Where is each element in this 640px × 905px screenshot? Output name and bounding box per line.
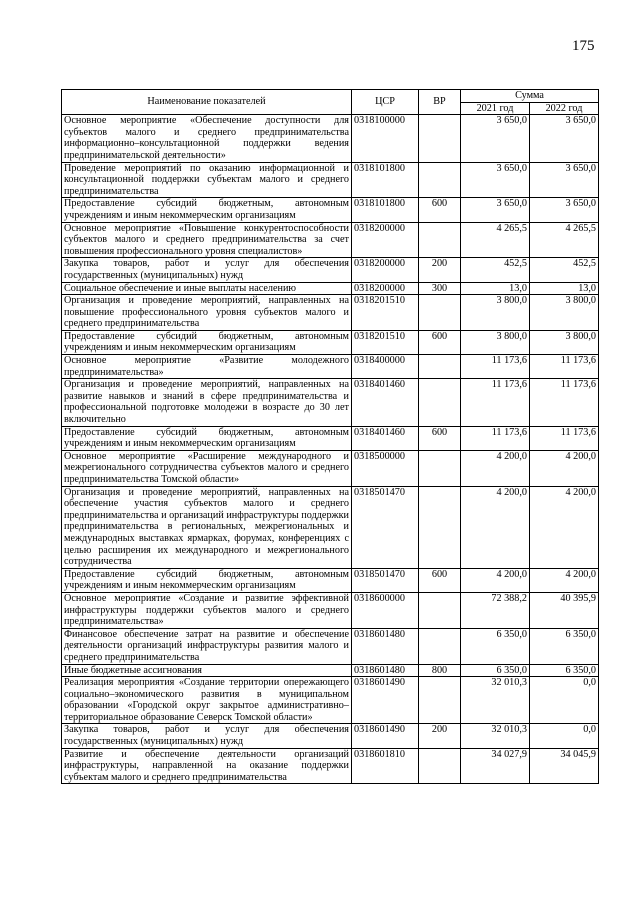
header-name: Наименование показателей <box>62 90 352 115</box>
row-name-cell: Предоставление субсидий бюджетным, автономным учреждениям и иным некоммерческим организациям <box>62 426 352 450</box>
row-csr-cell: 0318400000 <box>352 355 419 379</box>
row-2021-cell: 3 650,0 <box>461 162 530 198</box>
row-csr-cell: 0318600000 <box>352 592 419 628</box>
row-2021-cell: 32 010,3 <box>461 677 530 724</box>
row-name-cell: Реализация мероприятия «Создание территории опережающего социально–экономического развития в муниципальном образовании «Городской округ закрытое административно–территориальное образование Северск Томской области» <box>62 677 352 724</box>
row-name-cell: Предоставление субсидий бюджетным, автономным учреждениям и иным некоммерческим организациям <box>62 198 352 222</box>
row-2022-cell: 3 650,0 <box>530 198 599 222</box>
row-name-cell: Организация и проведение мероприятий, направленных на развитие навыков и знаний в сфере предпринимательства и профессиональной подготовке молодежи в возрасте до 30 лет включительно <box>62 379 352 426</box>
row-2022-cell: 3 800,0 <box>530 330 599 354</box>
row-2021-cell: 6 350,0 <box>461 628 530 664</box>
row-vr-cell <box>419 748 461 784</box>
row-2022-cell: 6 350,0 <box>530 664 599 677</box>
row-vr-cell <box>419 486 461 568</box>
budget-table <box>61 89 599 784</box>
row-2022-cell: 13,0 <box>530 282 599 295</box>
row-csr-cell: 0318601480 <box>352 664 419 677</box>
row-2022-cell: 0,0 <box>530 677 599 724</box>
table-row <box>62 222 599 258</box>
row-csr-cell: 0318601490 <box>352 677 419 724</box>
row-csr-cell: 0318501470 <box>352 568 419 592</box>
row-2021-cell: 4 265,5 <box>461 222 530 258</box>
row-vr-cell <box>419 628 461 664</box>
header-year-2021: 2021 год <box>461 102 530 115</box>
row-2022-cell: 4 200,0 <box>530 486 599 568</box>
row-2022-cell: 11 173,6 <box>530 355 599 379</box>
row-csr-cell: 0318101800 <box>352 162 419 198</box>
table-row <box>62 724 599 748</box>
row-2021-cell: 3 800,0 <box>461 295 530 331</box>
table-body <box>62 115 599 784</box>
table-row <box>62 282 599 295</box>
row-csr-cell: 0318501470 <box>352 486 419 568</box>
row-2022-cell: 4 200,0 <box>530 450 599 486</box>
row-2021-cell: 3 650,0 <box>461 115 530 162</box>
table-row <box>62 295 599 331</box>
row-2021-cell: 34 027,9 <box>461 748 530 784</box>
row-2021-cell: 4 200,0 <box>461 450 530 486</box>
row-name-cell: Закупка товаров, работ и услуг для обеспечения государственных (муниципальных) нужд <box>62 724 352 748</box>
row-vr-cell <box>419 162 461 198</box>
table-row <box>62 330 599 354</box>
row-2021-cell: 11 173,6 <box>461 426 530 450</box>
table-row <box>62 258 599 282</box>
row-csr-cell: 0318201510 <box>352 295 419 331</box>
table-row <box>62 664 599 677</box>
table-row <box>62 426 599 450</box>
row-vr-cell: 200 <box>419 258 461 282</box>
row-vr-cell: 600 <box>419 330 461 354</box>
table-header <box>62 90 599 115</box>
header-csr: ЦСР <box>352 90 419 115</box>
row-vr-cell: 200 <box>419 724 461 748</box>
row-2022-cell: 11 173,6 <box>530 379 599 426</box>
row-2021-cell: 4 200,0 <box>461 486 530 568</box>
row-2022-cell: 34 045,9 <box>530 748 599 784</box>
row-name-cell: Предоставление субсидий бюджетным, автономным учреждениям и иным некоммерческим организациям <box>62 568 352 592</box>
row-csr-cell: 0318200000 <box>352 258 419 282</box>
row-name-cell: Развитие и обеспечение деятельности организаций инфраструктуры, направленной на оказание поддержки субъектам малого и среднего предпринимательства <box>62 748 352 784</box>
table-row <box>62 162 599 198</box>
row-name-cell: Финансовое обеспечение затрат на развитие и обеспечение деятельности организаций инфраструктуры развития малого и среднего предпринимательства <box>62 628 352 664</box>
row-vr-cell: 600 <box>419 198 461 222</box>
header-vr: ВР <box>419 90 461 115</box>
row-csr-cell: 0318401460 <box>352 379 419 426</box>
row-vr-cell <box>419 295 461 331</box>
row-name-cell: Проведение мероприятий по оказанию информационной и консультационной поддержки субъектам малого и среднего предпринимательства <box>62 162 352 198</box>
row-name-cell: Основное мероприятие «Создание и развитие эффективной инфраструктуры поддержки субъектов малого и среднего предпринимательства» <box>62 592 352 628</box>
row-2022-cell: 4 200,0 <box>530 568 599 592</box>
row-csr-cell: 0318601810 <box>352 748 419 784</box>
table-row <box>62 568 599 592</box>
row-vr-cell <box>419 379 461 426</box>
table-row <box>62 198 599 222</box>
row-csr-cell: 0318401460 <box>352 426 419 450</box>
row-csr-cell: 0318500000 <box>352 450 419 486</box>
table-row <box>62 379 599 426</box>
row-vr-cell: 300 <box>419 282 461 295</box>
row-2021-cell: 11 173,6 <box>461 355 530 379</box>
row-csr-cell: 0318200000 <box>352 222 419 258</box>
row-csr-cell: 0318601480 <box>352 628 419 664</box>
row-2022-cell: 3 800,0 <box>530 295 599 331</box>
table-row <box>62 355 599 379</box>
header-sum: Сумма <box>461 90 599 103</box>
row-2021-cell: 3 800,0 <box>461 330 530 354</box>
row-name-cell: Организация и проведение мероприятий, направленных на повышение профессионального уровня субъектов малого и среднего предпринимательства <box>62 295 352 331</box>
table-row <box>62 748 599 784</box>
row-2022-cell: 11 173,6 <box>530 426 599 450</box>
table-row <box>62 486 599 568</box>
row-2022-cell: 3 650,0 <box>530 162 599 198</box>
row-name-cell: Основное мероприятие «Обеспечение доступности для субъектов малого и среднего предпринимательства информационно–консультационной поддержки ведения предпринимательской деятельности» <box>62 115 352 162</box>
row-vr-cell <box>419 355 461 379</box>
row-name-cell: Основное мероприятие «Расширение международного и межрегионального сотрудничества субъектов малого и среднего предпринимательства Томской области» <box>62 450 352 486</box>
row-name-cell: Закупка товаров, работ и услуг для обеспечения государственных (муниципальных) нужд <box>62 258 352 282</box>
row-name-cell: Иные бюджетные ассигнования <box>62 664 352 677</box>
row-2022-cell: 452,5 <box>530 258 599 282</box>
row-name-cell: Социальное обеспечение и иные выплаты населению <box>62 282 352 295</box>
row-2022-cell: 6 350,0 <box>530 628 599 664</box>
row-2021-cell: 452,5 <box>461 258 530 282</box>
row-2021-cell: 32 010,3 <box>461 724 530 748</box>
row-2021-cell: 6 350,0 <box>461 664 530 677</box>
row-vr-cell: 600 <box>419 568 461 592</box>
row-2021-cell: 13,0 <box>461 282 530 295</box>
row-name-cell: Предоставление субсидий бюджетным, автономным учреждениям и иным некоммерческим организациям <box>62 330 352 354</box>
row-2021-cell: 3 650,0 <box>461 198 530 222</box>
row-vr-cell: 800 <box>419 664 461 677</box>
row-csr-cell: 0318100000 <box>352 115 419 162</box>
row-vr-cell: 600 <box>419 426 461 450</box>
row-2021-cell: 72 388,2 <box>461 592 530 628</box>
row-vr-cell <box>419 222 461 258</box>
row-name-cell: Основное мероприятие «Повышение конкурентоспособности субъектов малого и среднего предпринимательства за счет повышения профессионального уровня специалистов» <box>62 222 352 258</box>
row-vr-cell <box>419 115 461 162</box>
table-row <box>62 450 599 486</box>
table-row <box>62 592 599 628</box>
table-row <box>62 628 599 664</box>
row-2021-cell: 4 200,0 <box>461 568 530 592</box>
row-2022-cell: 40 395,9 <box>530 592 599 628</box>
row-name-cell: Основное мероприятие «Развитие молодежного предпринимательства» <box>62 355 352 379</box>
header-year-2022: 2022 год <box>530 102 599 115</box>
row-2022-cell: 3 650,0 <box>530 115 599 162</box>
row-csr-cell: 0318201510 <box>352 330 419 354</box>
row-vr-cell <box>419 592 461 628</box>
row-vr-cell <box>419 677 461 724</box>
row-2022-cell: 4 265,5 <box>530 222 599 258</box>
row-csr-cell: 0318101800 <box>352 198 419 222</box>
page-number: 175 <box>572 38 595 54</box>
row-csr-cell: 0318200000 <box>352 282 419 295</box>
row-csr-cell: 0318601490 <box>352 724 419 748</box>
table-row <box>62 115 599 162</box>
row-name-cell: Организация и проведение мероприятий, направленных на обеспечение участия субъектов малого и среднего предпринимательства и организаций инфраструктуры поддержки предпринимательства в региональных, межрегиональных и международных выставках ярмарках, форумах, конференциях с целью расширения их международного и межрегионального сотрудничества <box>62 486 352 568</box>
row-vr-cell <box>419 450 461 486</box>
row-2021-cell: 11 173,6 <box>461 379 530 426</box>
table-row <box>62 677 599 724</box>
row-2022-cell: 0,0 <box>530 724 599 748</box>
